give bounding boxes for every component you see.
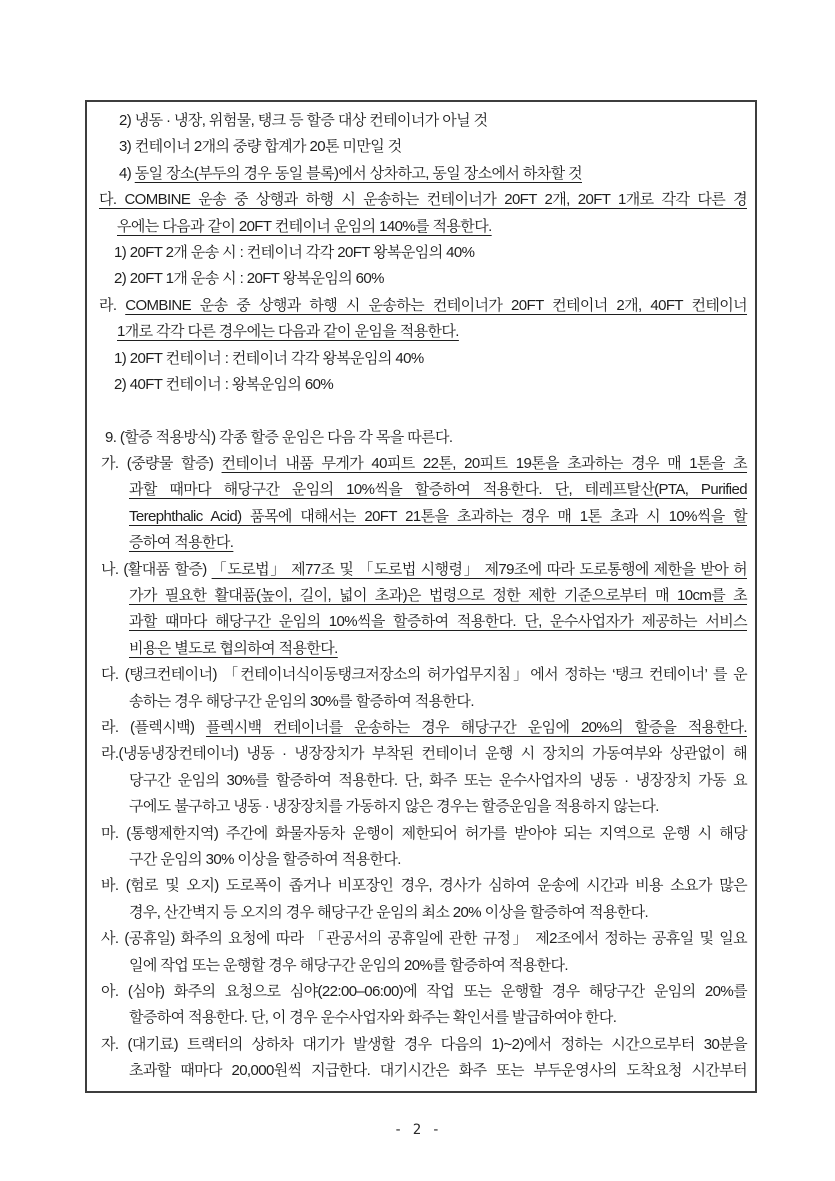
text-segment: 일에 작업 또는 운행할 경우 해당구간 운임의 20%를 할증하여 적용한다. (129, 956, 568, 974)
text-segment: 2) 냉동 · 냉장, 위험물, 탱크 등 할증 대상 컨테이너가 아닐 것 (119, 112, 488, 129)
blank-line (97, 398, 747, 424)
text-segment: 나. (활대품 할증) (101, 560, 212, 578)
text-line (97, 557, 747, 583)
underlined-text-segment: 다. COMBINE 운송 중 상행과 하행 시 운송하는 컨테이너가 20FT 2개, 20FT 1개로 각각 다른 경 (99, 191, 747, 209)
text-line (97, 504, 747, 530)
text-line (97, 108, 747, 134)
text-segment: 송하는 경우 해당구간 운임의 30%를 할증하여 적용한다. (129, 692, 474, 710)
text-segment: 라. (99, 296, 126, 314)
text-segment: 할증하여 적용한다. 단, 이 경우 운수사업자와 화주는 확인서를 발급하여야 한다. (129, 1009, 617, 1027)
text-line (97, 346, 747, 372)
text-segment: 경우, 산간벽지 등 오지의 경우 해당구간 운임의 최소 20% 이상을 할증하여 적용한다. (129, 903, 649, 921)
text-segment: 마. (통행제한지역) 주간에 화물자동차 운행이 제한되어 허가를 받아야 되는 지역으로 운행 시 해당 (101, 824, 747, 842)
underlined-text-segment: 증하여 적용한다. (129, 534, 234, 552)
text-line (97, 425, 747, 451)
text-line (97, 926, 747, 952)
text-segment: 가. (중량물 할증) (101, 455, 222, 473)
text-line (97, 266, 747, 292)
text-segment: 당구간 운임의 30%를 할증하여 적용한다. 단, 화주 또는 운수사업자의 냉동 · 냉장장치 가동 요 (129, 771, 747, 789)
text-line (97, 609, 747, 635)
text-line (97, 979, 747, 1005)
text-segment: 2) 20FT 1개 운송 시 : 20FT 왕복운임의 60% (114, 270, 384, 288)
underlined-text-segment: 1개로 각각 다른 경우에는 다음과 같이 운임을 적용한다. (117, 323, 459, 341)
text-line (97, 715, 747, 741)
text-line (97, 873, 747, 899)
underlined-text-segment: 가가 필요한 활대품(높이, 길이, 넓이 초과)은 법령으로 정한 제한 기준으로부터 매 10cm를 초 (129, 587, 747, 605)
text-line (97, 214, 747, 240)
text-segment: 1) 20FT 컨테이너 : 컨테이너 각각 왕복운임의 40% (114, 349, 424, 367)
text-line (97, 372, 747, 398)
document-body (97, 108, 747, 1084)
text-segment: 9. (할증 적용방식) 각종 할증 운임은 다음 각 목을 따른다. (105, 428, 453, 446)
underlined-text-segment: 컨테이너 내품 무게가 40피트 22톤, 20피트 19톤을 초과하는 경우 매 1톤을 초 (221, 455, 748, 473)
text-line (97, 794, 747, 820)
text-line (97, 847, 747, 873)
text-segment: 자. (대기료) 트랙터의 상하차 대기가 발생할 경우 다음의 1)~2)에서 정하는 시간으로부터 30분을 (101, 1035, 747, 1053)
underlined-text-segment: 동일 장소(부두의 경우 동일 블록)에서 상차하고, 동일 장소에서 하차할 것 (134, 164, 582, 182)
text-segment: 구에도 불구하고 냉동 · 냉장장치를 가동하지 않은 경우는 할증운임을 적용하지 않는다. (129, 798, 659, 816)
text-line (97, 741, 747, 767)
page-number: - 2 - (393, 1122, 442, 1138)
text-segment: 사. (공휴일) 화주의 요청에 따라 「관공서의 공휴일에 관한 규정」 제2조에서 정하는 공휴일 및 일요 (101, 930, 747, 948)
text-line (97, 240, 747, 266)
underlined-text-segment: 「도로법」 제77조 및 「도로법 시행령」 제79조에 따라 도로통행에 제한을 받아 허 (211, 560, 747, 578)
text-line (97, 134, 747, 160)
underlined-text-segment: 우에는 다음과 같이 20FT 컨테이너 운임의 140%를 적용한다. (117, 217, 492, 235)
text-line (97, 477, 747, 503)
text-segment: 1) 20FT 2개 운송 시 : 컨테이너 각각 20FT 왕복운임의 40% (114, 243, 475, 261)
underlined-text-segment: 과할 때마다 해당구간 운임의 10%씩을 할증하여 적용한다. 단, 운수사업자가 제공하는 서비스 (129, 613, 747, 631)
underlined-text-segment: 플렉시백 컨테이너를 운송하는 경우 해당구간 운임에 20%의 할증을 적용한다. (205, 718, 747, 736)
text-line (97, 161, 747, 187)
text-segment: 3) 컨테이너 2개의 중량 합계가 20톤 미만일 것 (119, 138, 402, 156)
text-line (97, 1032, 747, 1058)
text-line (97, 293, 747, 319)
text-segment: 아. (심야) 화주의 요청으로 심야(22:00–06:00)에 작업 또는 운행할 경우 해당구간 운임의 20%를 (101, 982, 747, 1000)
content-border-box (85, 100, 757, 1093)
text-segment: 초과할 때마다 20,000원씩 지급한다. 대기시간은 화주 또는 부두운영사의 도착요청 시간부터 (129, 1062, 747, 1080)
text-line (97, 583, 747, 609)
underlined-text-segment: 비용은 별도로 협의하여 적용한다. (129, 639, 338, 657)
text-line (97, 319, 747, 345)
text-line (97, 900, 747, 926)
text-line (97, 689, 747, 715)
text-segment: 바. (험로 및 오지) 도로폭이 좁거나 비포장인 경우, 경사가 심하여 운송에 시간과 비용 소요가 많은 (101, 877, 747, 895)
text-line (97, 953, 747, 979)
underlined-text-segment: 과할 때마다 해당구간 운임의 10%씩을 할증하여 적용한다. 단, 테레프탈산(PTA, Purified (129, 481, 747, 499)
text-segment: 다. (탱크컨테이너) 「컨테이너식이동탱크저장소의 허가업무지침」에서 정하는 ‘탱크 컨테이너’ 를 운 (101, 666, 747, 684)
text-line (97, 1058, 747, 1084)
underlined-text-segment: Terephthalic Acid) 품목에 대해서는 20FT 21톤을 초과하는 경우 매 1톤 초과 시 10%씩을 할 (129, 507, 747, 525)
text-line (97, 451, 747, 477)
text-segment: 라. (플렉시백) (101, 718, 206, 736)
text-line (97, 662, 747, 688)
text-segment: 라.(냉동냉장컨테이너) 냉동 · 냉장장치가 부착된 컨테이너 운행 시 장치의 가동여부와 상관없이 해 (101, 745, 747, 763)
text-line (97, 1005, 747, 1031)
text-segment: 4) (119, 164, 135, 182)
text-segment: 2) 40FT 컨테이너 : 왕복운임의 60% (114, 375, 334, 393)
underlined-text-segment: COMBINE 운송 중 상행과 하행 시 운송하는 컨테이너가 20FT 컨테이너 2개, 40FT 컨테이너 (125, 296, 748, 314)
text-segment: 구간 운임의 30% 이상을 할증하여 적용한다. (129, 850, 401, 868)
text-line (97, 821, 747, 847)
text-line (97, 530, 747, 556)
text-line (97, 187, 747, 213)
text-line (97, 768, 747, 794)
text-line (97, 636, 747, 662)
